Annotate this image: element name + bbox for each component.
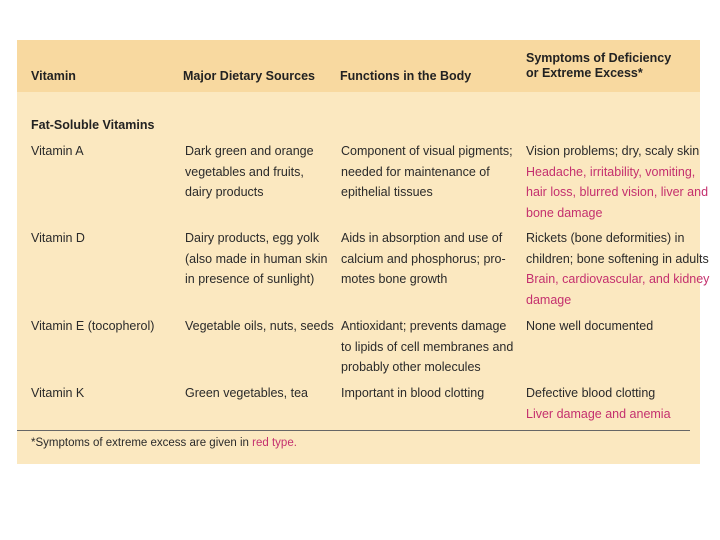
vitamin-name: Vitamin K — [31, 386, 85, 400]
excess-line: bone damage — [526, 205, 603, 220]
footnote — [31, 437, 297, 449]
dietary-sources-line: vegetables and fruits, — [185, 164, 304, 179]
deficiency-line: children; bone softening in adults — [526, 251, 709, 266]
functions-cell — [341, 316, 521, 378]
deficiency-line: Defective blood clotting — [526, 386, 656, 400]
excess-line: hair loss, blurred vision, liver and — [526, 185, 709, 199]
dietary-sources-line: Dairy products, egg yolk — [185, 231, 320, 245]
dietary-sources-line: dairy products — [185, 185, 264, 199]
functions-cell — [341, 228, 521, 290]
vitamin-table — [17, 40, 710, 464]
column-header-vitamin: Vitamin — [31, 69, 76, 83]
symptoms-header-line-1: Symptoms of Deficiency — [526, 51, 672, 65]
excess-line: Brain, cardiovascular, and kidney — [526, 272, 710, 286]
vitamin-name-cell — [31, 141, 181, 162]
functions-line: needed for maintenance of — [341, 164, 490, 179]
dietary-sources-cell — [185, 141, 335, 203]
deficiency-line: None well documented — [526, 319, 654, 333]
functions-line: Antioxidant; prevents damage — [341, 319, 507, 333]
vitamin-name-cell — [31, 228, 181, 249]
dietary-sources-line: Vegetable oils, nuts, seeds — [185, 319, 334, 333]
section-title: Fat-Soluble Vitamins — [31, 118, 155, 132]
functions-cell — [341, 383, 521, 404]
symptoms-header-line-2: or Extreme Excess* — [526, 66, 643, 80]
dietary-sources-line: Green vegetables, tea — [185, 386, 308, 400]
deficiency-line: Vision problems; dry, scaly skin — [526, 144, 700, 158]
divider — [17, 430, 690, 431]
excess-line: Headache, irritability, vomiting, — [526, 164, 696, 179]
functions-line: Important in blood clotting — [341, 386, 485, 400]
functions-cell — [341, 141, 521, 203]
vitamin-name: Vitamin A — [31, 144, 84, 158]
deficiency-line: Rickets (bone deformities) in — [526, 231, 685, 245]
column-header-symptoms — [526, 51, 671, 81]
vitamin-name: Vitamin E (tocopherol) — [31, 319, 155, 333]
dietary-sources-line: (also made in human skin — [185, 251, 328, 266]
dietary-sources-cell — [185, 316, 335, 337]
functions-line: motes bone growth — [341, 272, 448, 286]
functions-line: Component of visual pigments; — [341, 144, 513, 158]
functions-line: probably other molecules — [341, 360, 481, 374]
vitamin-name: Vitamin D — [31, 231, 85, 245]
dietary-sources-cell — [185, 228, 335, 290]
excess-line: damage — [526, 292, 572, 307]
dietary-sources-line: Dark green and orange — [185, 144, 314, 158]
column-header-sources: Major Dietary Sources — [183, 69, 315, 83]
dietary-sources-cell — [185, 383, 335, 404]
symptoms-cell — [526, 383, 696, 424]
symptoms-cell — [526, 141, 709, 223]
table-header — [17, 40, 700, 92]
vitamin-name-cell — [31, 316, 181, 337]
column-header-functions: Functions in the Body — [340, 69, 472, 83]
symptoms-cell — [526, 228, 710, 310]
functions-line: to lipids of cell membranes and — [341, 339, 514, 354]
functions-line: Aids in absorption and use of — [341, 231, 503, 245]
symptoms-cell — [526, 316, 696, 337]
vitamin-name-cell — [31, 383, 181, 404]
functions-line: epithelial tissues — [341, 185, 433, 199]
dietary-sources-line: in presence of sunlight) — [185, 272, 315, 286]
functions-line: calcium and phosphorus; pro- — [341, 251, 506, 266]
footnote-red-text: red type. — [252, 437, 297, 449]
excess-line: Liver damage and anemia — [526, 406, 671, 421]
footnote-text: *Symptoms of extreme excess are given in — [31, 437, 253, 449]
